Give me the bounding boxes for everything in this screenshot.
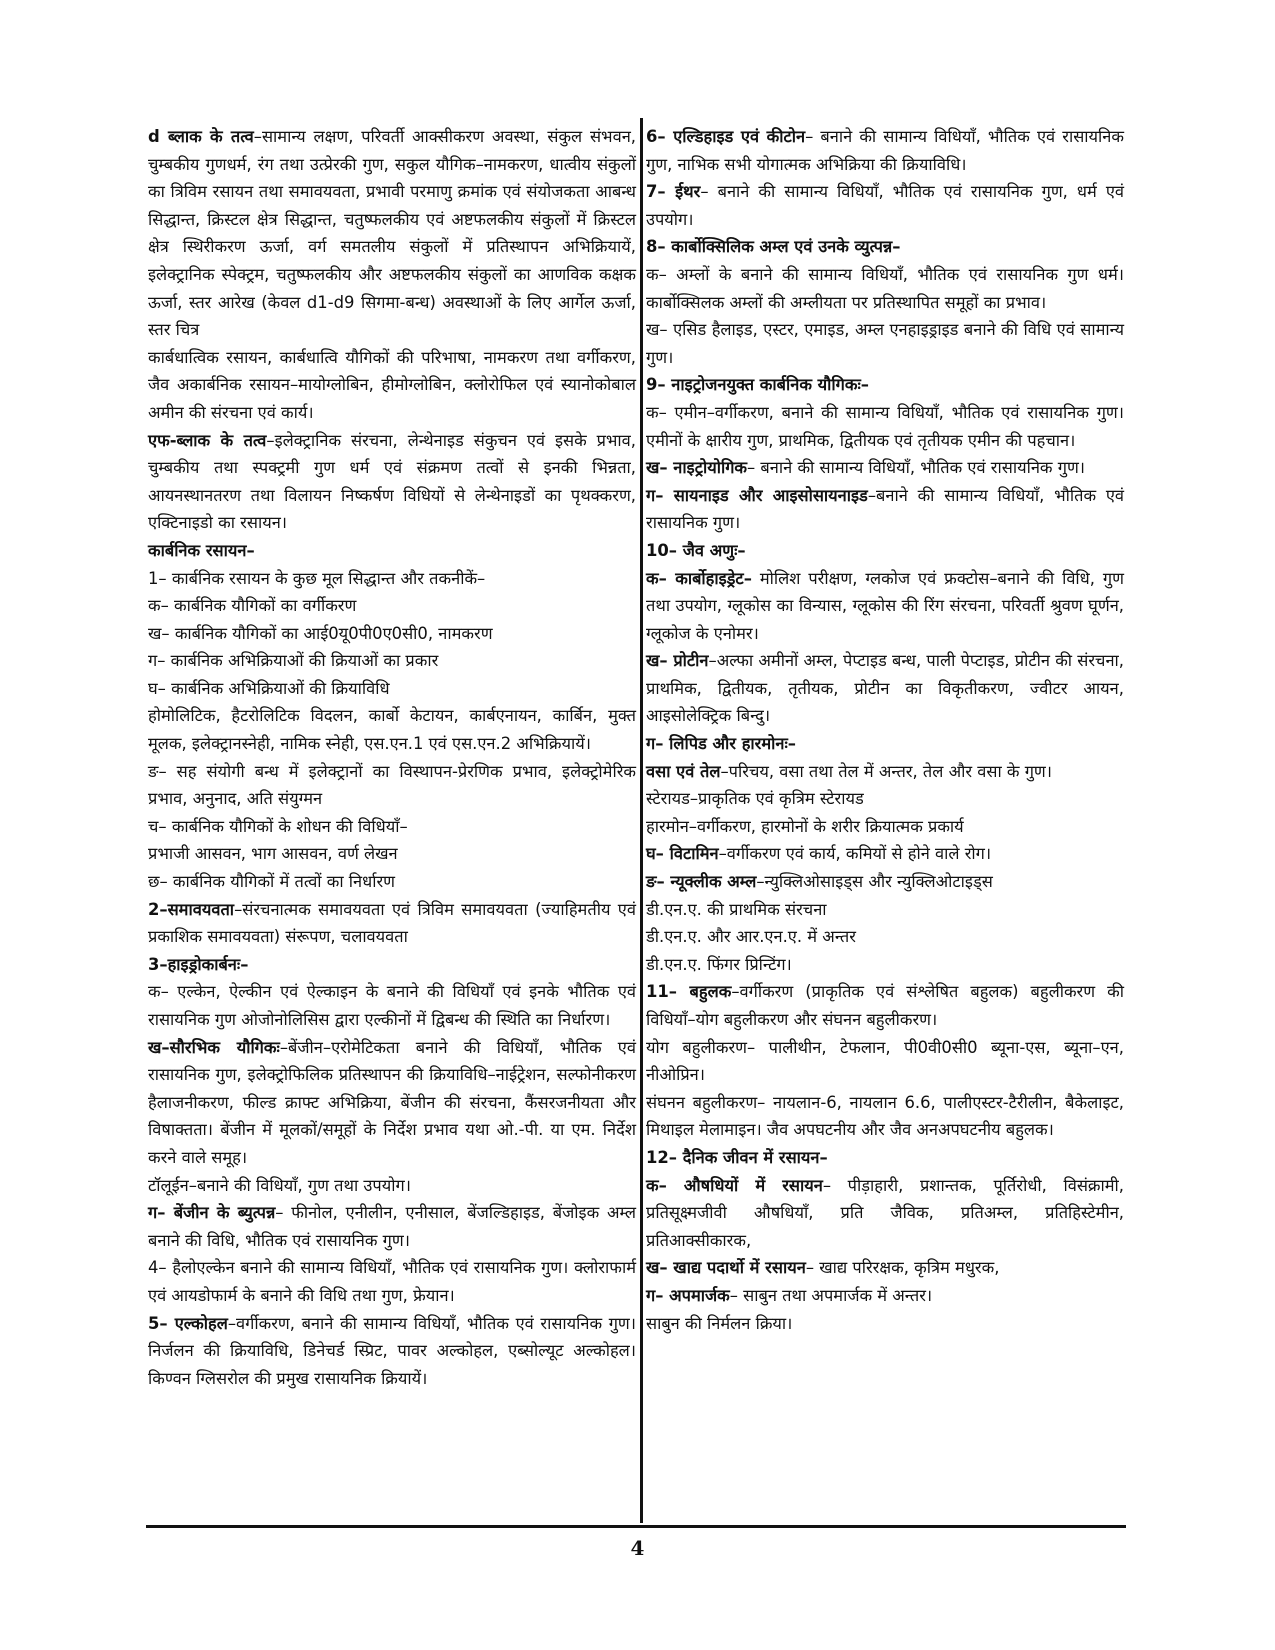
topic-text: संघनन बहुलीकरण– नायलान-6, नायलान 6.6, पालीएस्टर-टैरीलीन, बैकेलाइट, मिथाइल मेलामाइन। जैव अपघटनीय और जैव अनअपघटनीय बहुलक। [646, 1092, 1124, 1140]
topic-text: टॉलूईन–बनाने की विधियाँ, गुण तथा उपयोग। [148, 1175, 411, 1195]
topic-text: ङ– सह संयोगी बन्ध में इलेक्ट्रानों का विस्थापन-प्रेरणिक प्रभाव, इलेक्ट्रोमेरिक प्रभाव, अनुनाद, अति संयुग्मन [148, 761, 636, 809]
topic-text: –वर्गीकरण एवं कार्य, कमियों से होने वाले रोग। [718, 844, 992, 864]
syllabus-paragraph [646, 1089, 1124, 1144]
left-column [148, 123, 636, 1392]
syllabus-paragraph [148, 1310, 636, 1393]
syllabus-paragraph [646, 813, 1124, 841]
topic-heading: ग– अपमार्जक [646, 1285, 730, 1305]
page-number: 4 [630, 1536, 645, 1560]
syllabus-paragraph [148, 592, 636, 620]
topic-heading: 7– ईथर [646, 182, 701, 202]
syllabus-paragraph [646, 123, 1124, 178]
syllabus-paragraph [148, 675, 636, 703]
topic-text: – बनाने की सामान्य विधियाँ, भौतिक एवं रासायनिक गुण। [747, 458, 1086, 478]
topic-text: –संरचनात्मक समावयवता एवं त्रिविम समावयवता (ज्याहिमतीय एवं प्रकाशिक समावयवता) संरूपण, चलावयवता [148, 899, 636, 947]
topic-text: हारमोन–वर्गीकरण, हारमोनों के शरीर क्रियात्मक प्रकार्य [646, 816, 964, 836]
topic-text: क– एल्केन, ऐल्कीन एवं ऐल्काइन के बनाने की विधियाँ एवं इनके भौतिक एवं रासायनिक गुण ओजोनोलिसिस द्वारा एल्कीनों में द्विबन्ध की स्थिति का निर्धारण। [148, 982, 636, 1029]
syllabus-paragraph [148, 1172, 636, 1200]
syllabus-paragraph [646, 537, 1124, 565]
syllabus-paragraph [646, 647, 1124, 730]
syllabus-paragraph [148, 702, 636, 757]
topic-heading: ख– प्रोटीन [646, 651, 709, 671]
syllabus-paragraph [148, 978, 636, 1033]
syllabus-paragraph [646, 758, 1124, 786]
topic-text: –सामान्य लक्षण, परिवर्ती आक्सीकरण अवस्था, संकुल संभवन, चुम्बकीय गुणधर्म, रंग तथा उत्प्रेरकी गुण, सकुल यौगिक–नामकरण, धात्वीय संकुलों का त्रिविम रसायन तथा समावयवता, प्रभावी परमाणु क्रमांक एवं संयोजकता आबन्ध सिद्धान्त, क्रिस्टल क्षेत्र सिद्धान्त, चतुष्फलकीय एवं अष्टफलकीय संकुलों में क्रिस्टल क्षेत्र स्थिरीकरण ऊर्जा, वर्ग समतलीय संकुलों में प्रतिस्थापन अभिक्रियायें, इलेक्ट्रानिक स्पेक्ट्रम, चतुष्फलकीय और अष्टफलकीय संकुलों का आणविक कक्षक ऊर्जा, स्तर आरेख (केवल d1-d9 सिगमा-बन्ध) अवस्थाओं के लिए आर्गेल ऊर्जा, स्तर चित्र [148, 127, 637, 340]
topic-text: ग– कार्बनिक अभिक्रियाओं की क्रियाओं का प्रकार [148, 651, 439, 671]
topic-text: योग बहुलीकरण– पालीथीन, टेफलान, पी0वी0सी0 ब्यूना-एस, ब्यूना–एन, नीओप्रिन। [646, 1037, 1124, 1085]
topic-text: 1– कार्बनिक रसायन के कुछ मूल सिद्धान्त और तकनीकें– [148, 568, 486, 588]
right-column [646, 123, 1124, 1337]
topic-text: – बनाने की सामान्य विधियाँ, भौतिक एवं रासायनिक गुण, नाभिक सभी योगात्मक अभिक्रिया की क्रियाविधि। [646, 127, 1124, 174]
topic-heading: 10– जैव अणुः– [646, 540, 746, 560]
syllabus-paragraph [148, 647, 636, 675]
syllabus-paragraph [646, 1282, 1124, 1310]
syllabus-paragraph [646, 1034, 1124, 1089]
syllabus-paragraph [148, 344, 636, 427]
topic-text: डी.एन.ए. फिंगर प्रिन्टिंग। [646, 954, 792, 974]
topic-text: डी.एन.ए. की प्राथमिक संरचना [646, 899, 827, 919]
syllabus-paragraph [646, 316, 1124, 371]
topic-text: प्रभाजी आसवन, भाग आसवन, वर्ण लेखन [148, 844, 398, 864]
topic-heading: 5– एल्कोहल [148, 1313, 228, 1333]
syllabus-paragraph [646, 1254, 1124, 1282]
topic-heading: 11– बहुलक [646, 982, 732, 1002]
topic-heading: d ब्लाक के तत्व [148, 127, 254, 146]
topic-heading: वसा एवं तेल [646, 761, 721, 781]
syllabus-paragraph [646, 785, 1124, 813]
topic-text: – फीनोल, एनीलीन, एनीसाल, बेंजल्डिहाइड, बेंजोइक अम्ल बनाने की विधि, भौतिक एवं रासायनिक गुण। [148, 1203, 637, 1250]
topic-text: ख– कार्बनिक यौगिकों का आई0यू0पी0ए0सी0, नामकरण [148, 623, 493, 643]
syllabus-paragraph [646, 923, 1124, 951]
topic-text: –इलेक्ट्रानिक संरचना, लेन्थेनाइड संकुचन एवं इसके प्रभाव, चुम्बकीय तथा स्पक्ट्रमी गुण धर्म एवं संक्रमण तत्वों से इनकी भिन्नता, आयनस्थानतरण तथा विलायन निष्कर्षण विधियों से लेन्थेनाइडों का पृथक्करण, एक्टिनाइडो का रसायन। [148, 430, 636, 533]
topic-text: स्टेरायड–प्राकृतिक एवं कृत्रिम स्टेरायड [646, 789, 864, 809]
topic-text: क– अम्लों के बनाने की सामान्य विधियाँ, भौतिक एवं रासायनिक गुण धर्म। कार्बोक्सिलक अम्लों की अम्लीयता पर प्रतिस्थापित समूहों का प्रभाव। [646, 264, 1124, 312]
syllabus-paragraph [148, 537, 636, 565]
topic-text: साबुन की निर्मलन क्रिया। [646, 1313, 793, 1333]
syllabus-paragraph [148, 951, 636, 979]
topic-heading: ख– नाइट्रोयोगिक [646, 458, 748, 478]
topic-heading: 12– दैनिक जीवन में रसायन– [646, 1147, 828, 1167]
topic-heading: 3–हाइड्रोकार्बनः– [148, 954, 249, 974]
syllabus-paragraph [646, 178, 1124, 233]
topic-text: क– कार्बनिक यौगिकों का वर्गीकरण [148, 596, 357, 616]
topic-heading: 2–समावयवता [148, 899, 235, 919]
topic-text: ख– एसिड हैलाइड, एस्टर, एमाइड, अम्ल एनहाइड्राइड बनाने की विधि एवं सामान्य गुण। [646, 320, 1124, 367]
syllabus-paragraph [646, 482, 1124, 537]
topic-text: –बेंजीन–एरोमेटिकता बनाने की विधियाँ, भौतिक एवं रासायनिक गुण, इलेक्ट्रोफिलिक प्रतिस्थापन की क्रियाविधि–नाईट्रेशन, सल्फोनीकरण हैलाजनीकरण, फील्ड क्राफ्ट अभिक्रिया, बेंजीन की संरचना, कैंसरजनीयता और विषाक्तता। बेंजीन में मूलकों/समूहों के निर्देश प्रभाव यथा ओ.-पी. या एम. निर्देश करने वाले समूह। [148, 1037, 636, 1167]
topic-heading: घ– विटामिन [646, 844, 719, 864]
topic-heading: ख– खाद्य पदार्थो में रसायन [646, 1258, 806, 1278]
topic-heading: ग– बेंजीन के ब्युत्पन्न [148, 1203, 276, 1223]
topic-text: –न्युक्लिओसाइड्स और न्युक्लिओटाइड्स [756, 872, 993, 892]
topic-text: –परिचय, वसा तथा तेल में अन्तर, तेल और वसा के गुण। [720, 761, 1052, 781]
topic-heading: 8– कार्बोक्सिलिक अम्ल एवं उनके व्युत्पन्न– [646, 237, 901, 257]
syllabus-paragraph [148, 1254, 636, 1309]
syllabus-paragraph [646, 454, 1124, 482]
topic-text: – साबुन तथा अपमार्जक में अन्तर। [729, 1285, 933, 1305]
syllabus-paragraph [148, 123, 636, 344]
topic-heading: 9– नाइट्रोजनयुक्त कार्बनिक यौगिकः– [646, 375, 869, 395]
topic-text: – बनाने की सामान्य विधियाँ, भौतिक एवं रासायनिक गुण, धर्म एवं उपयोग। [646, 182, 1124, 229]
syllabus-paragraph [148, 813, 636, 841]
syllabus-paragraph [148, 1199, 636, 1254]
syllabus-paragraph [148, 840, 636, 868]
topic-heading: ग– सायनाइड और आइसोसायनाइड [646, 485, 868, 505]
syllabus-paragraph [646, 840, 1124, 868]
topic-text: – खाद्य परिरक्षक, कृत्रिम मधुरक, [805, 1258, 1000, 1278]
topic-heading: क– औषधियों में रसायन [646, 1175, 823, 1195]
syllabus-paragraph [646, 565, 1124, 648]
syllabus-paragraph [646, 1172, 1124, 1255]
topic-text: छ– कार्बनिक यौगिकों में तत्वों का निर्धारण [148, 872, 396, 892]
topic-heading: ग– लिपिड और हारमोनः– [646, 734, 796, 754]
topic-text: कार्बधात्विक रसायन, कार्बधात्वि यौगिकों की परिभाषा, नामकरण तथा वर्गीकरण, जैव अकार्बनिक रसायन–मायोग्लोबिन, हीमोग्लोबिन, क्लोरोफिल एवं स्यानोकोबाल अमीन की संरचना एवं कार्य। [148, 347, 636, 422]
syllabus-paragraph [148, 427, 636, 537]
topic-heading: 6– एल्डिहाइड एवं कीटोन [646, 127, 806, 146]
topic-text: मोलिश परीक्षण, ग्लकोज एवं फ्रक्टोस–बनाने की विधि, गुण तथा उपयोग, ग्लूकोस का विन्यास, ग्लूकोस की रिंग संरचना, परिवर्ती श्रुवण घूर्णन, ग्लूकोज के एनोमर। [646, 568, 1124, 643]
syllabus-paragraph [646, 868, 1124, 896]
topic-text: –बनाने की सामान्य विधियाँ, भौतिक एवं रासायनिक गुण। [646, 485, 1124, 533]
syllabus-paragraph [148, 620, 636, 648]
syllabus-paragraph [148, 868, 636, 896]
topic-text: –वर्गीकरण (प्राकृतिक एवं संश्लेषित बहुलक) बहुलीकरण की विधियाँ–योग बहुलीकरण और संघनन बहुलीकरण। [646, 982, 1124, 1029]
syllabus-paragraph [646, 261, 1124, 316]
syllabus-paragraph [646, 399, 1124, 454]
syllabus-paragraph [148, 565, 636, 593]
syllabus-paragraph [646, 896, 1124, 924]
syllabus-paragraph [646, 233, 1124, 261]
topic-heading: ख–सौरभिक यौगिकः [148, 1037, 280, 1057]
topic-text: होमोलिटिक, हैटरोलिटिक विदलन, कार्बो केटायन, कार्बएनायन, कार्बिन, मुक्त मूलक, इलेक्ट्रानस्नेही, नामिक स्नेही, एस.एन.1 एवं एस.एन.2 अभिक्रियायें। [148, 706, 636, 754]
syllabus-paragraph [148, 1034, 636, 1172]
syllabus-paragraph [646, 1310, 1124, 1338]
topic-heading: क– कार्बोहाइड्रेट– [646, 568, 752, 588]
syllabus-paragraph [646, 951, 1124, 979]
topic-heading: कार्बनिक रसायन– [148, 540, 255, 560]
syllabus-paragraph [148, 758, 636, 813]
topic-heading: एफ-ब्लाक के तत्व [148, 430, 267, 450]
topic-text: –वर्गीकरण, बनाने की सामान्य विधियाँ, भौतिक एवं रासायनिक गुण। निर्जलन की क्रियाविधि, डिनेचर्ड स्प्रिट, पावर अल्कोहल, एब्सोल्यूट अल्कोहल। किण्वन ग्लिसरोल की प्रमुख रासायनिक क्रियायें। [148, 1313, 636, 1388]
topic-text: 4– हैलोएल्केन बनाने की सामान्य विधियाँ, भौतिक एवं रासायनिक गुण। क्लोराफार्म एवं आयडोफार्म के बनाने की विधि तथा गुण, फ्रेयान। [148, 1258, 636, 1305]
topic-text: च– कार्बनिक यौगिकों के शोधन की विधियाँ– [148, 816, 408, 836]
syllabus-paragraph [646, 978, 1124, 1033]
syllabus-paragraph [646, 730, 1124, 758]
footer-rule [146, 1525, 1126, 1528]
column-divider [640, 118, 643, 1523]
topic-text: घ– कार्बनिक अभिक्रियाओं की क्रियाविधि [148, 678, 390, 698]
topic-heading: ङ– न्यूक्लीक अम्ल [646, 872, 757, 892]
topic-text: क– एमीन–वर्गीकरण, बनाने की सामान्य विधियाँ, भौतिक एवं रासायनिक गुण। एमीनों के क्षारीय गुण, प्राथमिक, द्वितीयक एवं तृतीयक एमीन की पहचान। [646, 402, 1124, 450]
topic-text: डी.एन.ए. और आर.एन.ए. में अन्तर [646, 927, 856, 947]
syllabus-paragraph [646, 371, 1124, 399]
topic-text: – पीड़ाहारी, प्रशान्तक, पूर्तिरोधी, विसंक्रामी, प्रतिसूक्ष्मजीवी औषधियाँ, प्रति जैविक, प्रतिअम्ल, प्रतिहिस्टेमीन, प्रतिआक्सीकारक, [646, 1175, 1125, 1250]
topic-text: –अल्फा अमीनों अम्ल, पेप्टाइड बन्ध, पाली पेप्टाइड, प्रोटीन की संरचना, प्राथमिक, द्वितीयक, तृतीयक, प्रोटीन का विकृतीकरण, ज्वीटर आयन, आइसोलेक्ट्रिक बिन्दु। [646, 651, 1125, 726]
syllabus-paragraph [646, 1144, 1124, 1172]
syllabus-paragraph [148, 896, 636, 951]
